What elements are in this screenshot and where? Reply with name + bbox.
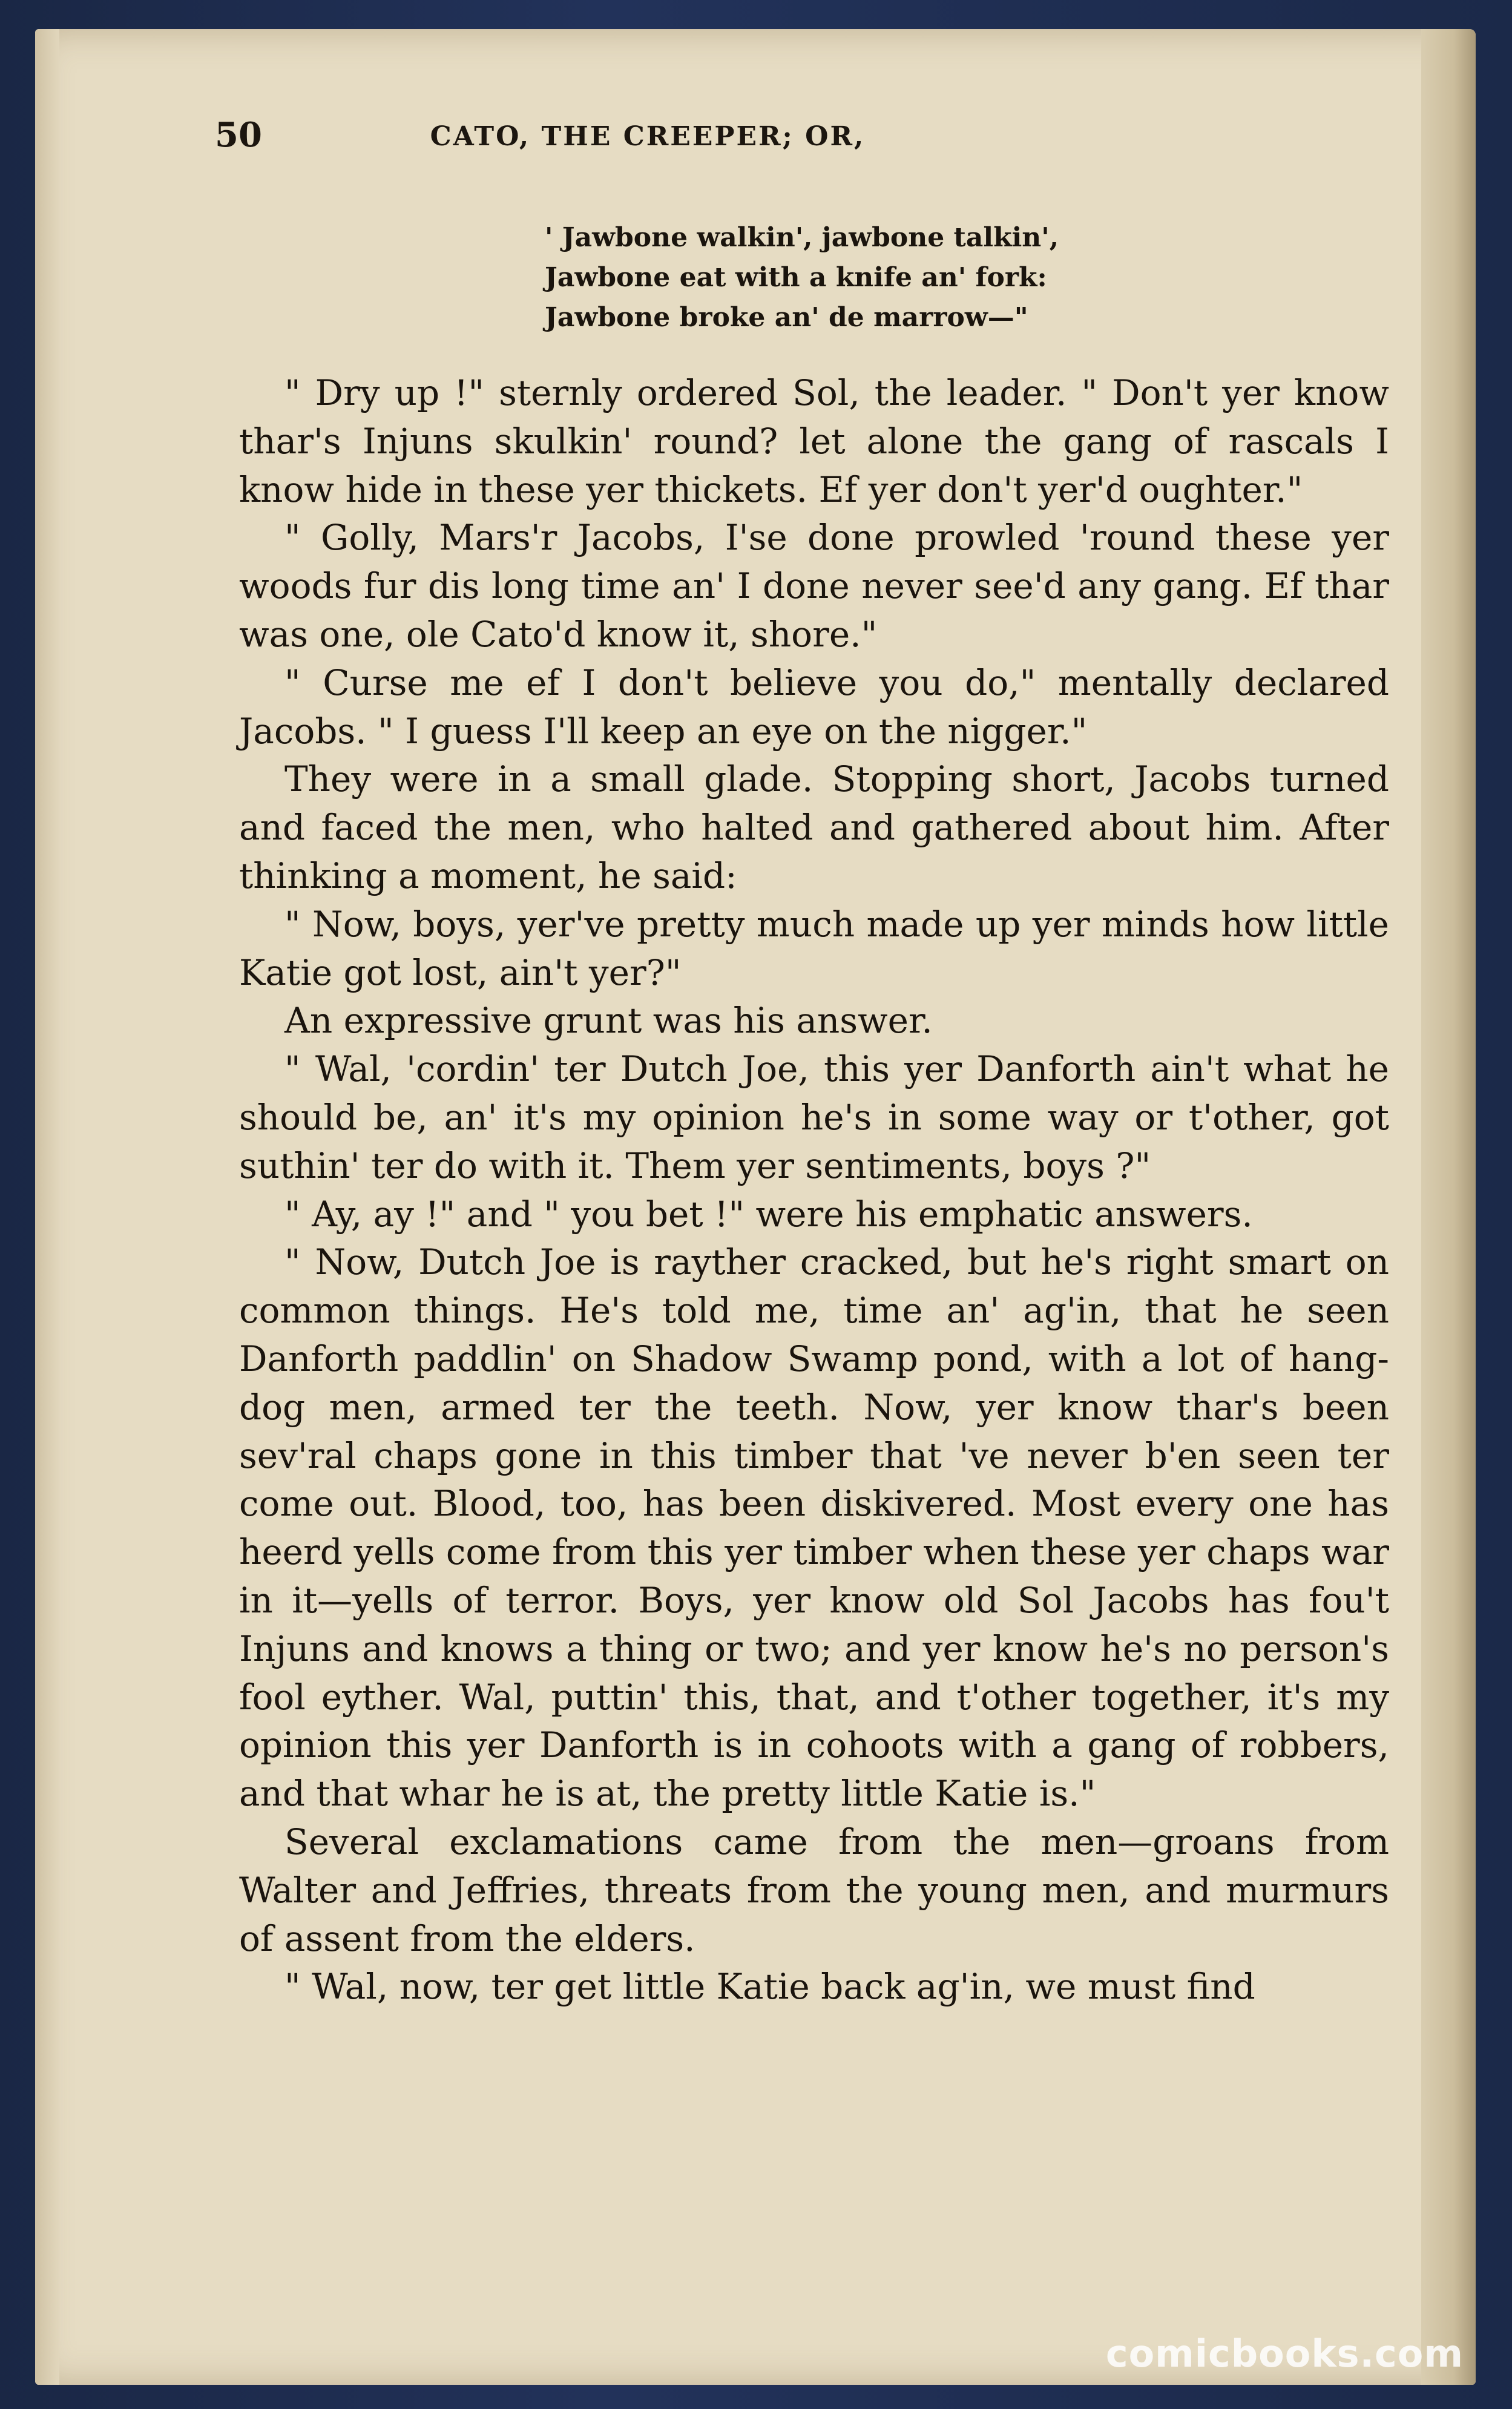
paragraph: " Now, boys, yer've pretty much made up yer minds how little Katie got lost, ain't yer?" xyxy=(239,903,1389,993)
paragraph: " Ay, ay !" and " you bet !" were his emphatic answers. xyxy=(284,1193,1253,1235)
verse-line: Jawbone broke an' de marrow—" xyxy=(545,302,1028,333)
paragraph: An expressive grunt was his answer. xyxy=(284,1000,933,1042)
page-gutter xyxy=(35,29,59,2385)
page-header xyxy=(215,115,1080,169)
paragraph: " Now, Dutch Joe is rayther cracked, but he's right smart on common things. He's told me, time an' ag'in, that he seen Danforth paddlin' on Shadow Swamp pond, with a lot of hang-dog men, armed ter the teeth. Now, yer know thar's been sev'ral chaps gone in this timber that 've never b'en seen ter come out. Blood, too, has been diskivered. Most every one has heerd yells come from this yer timber when these yer chaps war in it—yells of terror. Boys, yer know old Sol Jacobs has fou't Injuns and knows a thing or two; and yer know he's no person's fool eyther. Wal, puttin' this, that, and t'other together, it's my opinion this yer Danforth is in cohoots with a gang of robbers, and that whar he is at, the pretty little Katie is." xyxy=(239,1241,1389,1815)
paragraph: Several exclamations came from the men—groans from Walter and Jeffries, threats from the young men, and murmurs of assent from the elders. xyxy=(239,1821,1389,1959)
running-title: CATO, THE CREEPER; OR, xyxy=(430,121,866,152)
paragraph: " Wal, 'cordin' ter Dutch Joe, this yer Danforth ain't what he should be, an' it's my opinion he's in some way or t'other, got suthin' ter do with it. Them yer sentiments, boys ?" xyxy=(239,1048,1389,1186)
verse-block xyxy=(545,218,1180,338)
body-text xyxy=(239,369,1389,2011)
page-edge xyxy=(1421,29,1476,2385)
page-number: 50 xyxy=(215,115,262,155)
paragraph: " Golly, Mars'r Jacobs, I'se done prowled 'round these yer woods fur dis long time an' I done never see'd any gang. Ef thar was one, ole Cato'd know it, shore." xyxy=(239,517,1389,655)
paragraph: They were in a small glade. Stopping short, Jacobs turned and faced the men, who halted and gathered about him. After thinking a moment, he said: xyxy=(239,758,1389,896)
paragraph: " Curse me ef I don't believe you do," mentally declared Jacobs. " I guess I'll keep an eye on the nigger." xyxy=(239,662,1389,752)
paragraph: " Wal, now, ter get little Katie back ag'in, we must find xyxy=(284,1966,1255,2008)
watermark: comicbooks.com xyxy=(1105,2332,1464,2376)
verse-line: Jawbone eat with a knife an' fork: xyxy=(545,262,1047,293)
paragraph: " Dry up !" sternly ordered Sol, the leader. " Don't yer know thar's Injuns skulkin' round? let alone the gang of rascals I know hide in these yer thickets. Ef yer don't yer'd oughter." xyxy=(239,372,1389,510)
verse-line: ' Jawbone walkin', jawbone talkin', xyxy=(545,222,1059,253)
